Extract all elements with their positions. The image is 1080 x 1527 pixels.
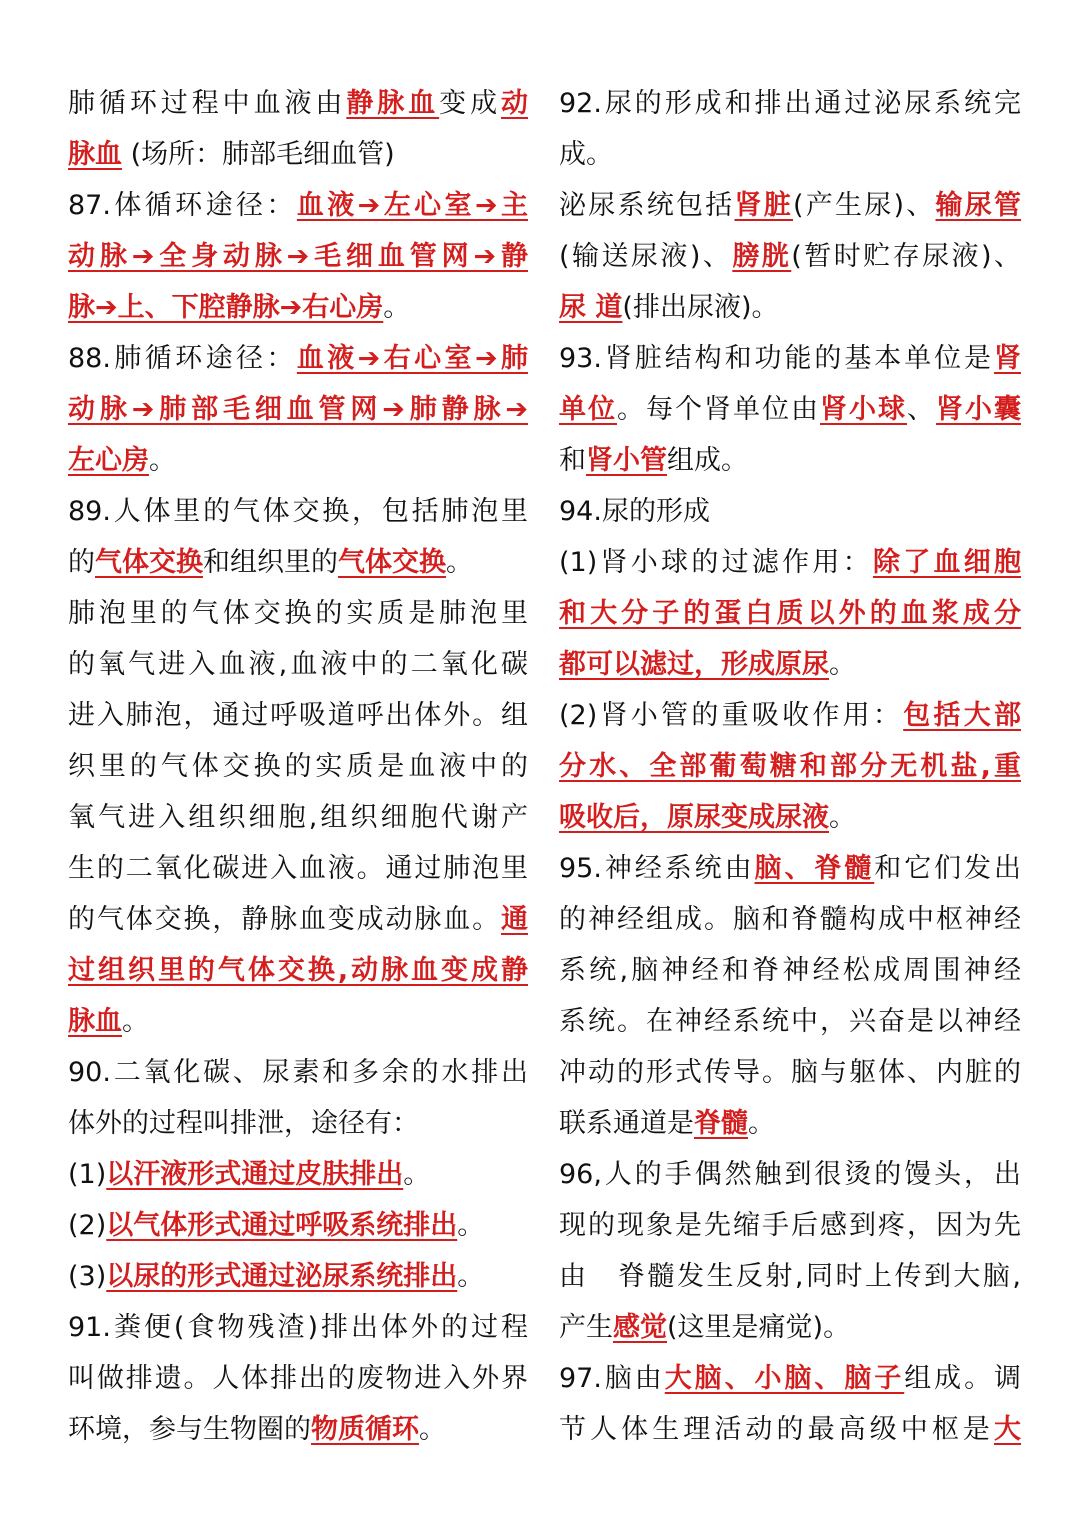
text-span: 叫做排遗。人体排出的废物进入外界 <box>68 1363 528 1394</box>
text-line <box>68 384 528 435</box>
text-span: 泌尿系统包括 <box>559 190 735 221</box>
text-line <box>68 282 528 333</box>
text-line <box>68 1047 528 1098</box>
text-line <box>68 1353 528 1404</box>
text-span: (输送尿液)、 <box>559 241 733 272</box>
text-line <box>559 945 1021 996</box>
text-span: (2)肾小管的重吸收作用： <box>559 700 904 731</box>
highlighted-term: 左心房 <box>68 445 149 476</box>
text-span: 冲动的形式传导。脑与躯体、内脏的 <box>559 1057 1021 1088</box>
highlighted-term: 以汗液形式通过皮肤排出 <box>106 1159 404 1190</box>
text-span: 。 <box>457 1261 485 1292</box>
text-span: 95.神经系统由 <box>559 853 755 884</box>
highlighted-term: 肾脏 <box>734 190 793 221</box>
highlighted-term: 除了血细胞 <box>872 547 1022 578</box>
text-line <box>559 435 1021 486</box>
text-line <box>559 1047 1021 1098</box>
text-span: 。 <box>122 1006 149 1037</box>
highlighted-term: 大脑、小脑、脑子 <box>664 1363 905 1394</box>
highlighted-term: 动 <box>501 88 529 119</box>
left-column <box>68 78 528 1455</box>
text-line <box>68 1404 528 1455</box>
highlighted-term: 肾小囊 <box>936 394 1021 425</box>
text-line <box>68 1200 528 1251</box>
text-span: 的神经组成。脑和脊髓构成中枢神经 <box>559 904 1021 935</box>
highlighted-term: 过组织里的气体交换,动脉血变成静 <box>68 955 528 986</box>
text-line <box>559 690 1021 741</box>
text-line <box>559 129 1021 180</box>
highlighted-term: 输尿管 <box>935 190 1022 221</box>
text-span: 。 <box>383 292 411 323</box>
highlighted-term: 脉血 <box>68 1006 122 1037</box>
text-line <box>559 843 1021 894</box>
text-span: 的气体交换，静脉血变成动脉血。 <box>68 904 501 935</box>
text-span: 由 脊髓发生反射,同时上传到大脑, <box>559 1261 1021 1292</box>
text-span: 89.人体里的气体交换，包括肺泡里 <box>68 496 528 527</box>
text-span: 变成 <box>439 88 502 119</box>
text-line <box>68 435 528 486</box>
text-line <box>559 639 1021 690</box>
highlighted-term: 通 <box>501 904 528 935</box>
text-line <box>559 894 1021 945</box>
text-line <box>559 537 1021 588</box>
text-span: (产生尿)、 <box>792 190 936 221</box>
text-span: 和组织里的 <box>203 547 338 578</box>
text-line <box>559 1251 1021 1302</box>
text-span: 的 <box>68 547 95 578</box>
text-span: 93.肾脏结构和功能的基本单位是 <box>559 343 994 374</box>
text-line <box>559 282 1021 333</box>
text-span: 。 <box>457 1210 485 1241</box>
highlighted-term: 都可以滤过，形成原尿 <box>559 649 829 680</box>
text-span: 现的现象是先缩手后感到疼，因为先 <box>559 1210 1021 1241</box>
highlighted-term: 脉➔上、下腔静脉➔右心房 <box>68 292 384 323</box>
text-span: 肺循环过程中血液由 <box>68 88 347 119</box>
text-span: 。 <box>446 547 473 578</box>
text-line <box>559 1200 1021 1251</box>
text-span: 成。 <box>559 139 613 170</box>
text-line <box>68 945 528 996</box>
highlighted-term: 肾小球 <box>820 394 907 425</box>
text-line <box>559 1098 1021 1149</box>
text-span: 。 <box>149 445 176 476</box>
text-line <box>559 231 1021 282</box>
text-span: 。 <box>403 1159 431 1190</box>
text-line <box>68 1149 528 1200</box>
highlighted-term: 肾 <box>994 343 1021 374</box>
text-line <box>559 1149 1021 1200</box>
text-line <box>68 180 528 231</box>
text-line <box>559 333 1021 384</box>
text-line <box>68 996 528 1047</box>
text-line <box>68 486 528 537</box>
text-line <box>68 231 528 282</box>
text-span: 系统,脑神经和脊神经松成周围神经 <box>559 955 1021 986</box>
highlighted-term: 气体交换 <box>95 547 203 578</box>
text-span: (暂时贮存尿液)、 <box>791 241 1022 272</box>
text-span: 的氧气进入血液,血液中的二氧化碳 <box>68 649 528 680</box>
text-span: 和它们发出 <box>874 853 1021 884</box>
right-column <box>559 78 1021 1455</box>
highlighted-term: 血液➔左心室➔主 <box>296 190 528 221</box>
text-span: (排出尿液)。 <box>622 292 779 323</box>
highlighted-term: 以尿的形式通过泌尿系统排出 <box>106 1261 458 1292</box>
text-line <box>559 486 1021 537</box>
text-span: 、 <box>907 394 936 425</box>
highlighted-term: 静脉血 <box>346 88 440 119</box>
highlighted-term: 尿 道 <box>559 292 623 323</box>
text-span: (场所：肺部毛细血管) <box>122 139 395 170</box>
highlighted-term: 气体交换 <box>338 547 446 578</box>
text-line <box>68 588 528 639</box>
highlighted-term: 肾小管 <box>586 445 667 476</box>
text-line <box>68 1098 528 1149</box>
highlighted-term: 感觉 <box>613 1312 667 1343</box>
text-span: 组成。 <box>667 445 748 476</box>
text-line <box>559 996 1021 1047</box>
text-span: 87.体循环途径： <box>68 190 297 221</box>
highlighted-term: 以气体形式通过呼吸系统排出 <box>106 1210 458 1241</box>
text-line <box>68 792 528 843</box>
text-line <box>559 384 1021 435</box>
text-line <box>559 180 1021 231</box>
text-span: 90.二氧化碳、尿素和多余的水排出 <box>68 1057 528 1088</box>
text-line <box>68 894 528 945</box>
highlighted-term: 物质循环 <box>311 1414 419 1445</box>
highlighted-term: 膀胱 <box>732 241 792 272</box>
text-span: 节人体生理活动的最高级中枢是 <box>559 1414 994 1445</box>
text-span: 环境，参与生物圈的 <box>68 1414 311 1445</box>
highlighted-term: 和大分子的蛋白质以外的血浆成分 <box>559 598 1021 629</box>
text-span: 。每个肾单位由 <box>617 394 820 425</box>
text-line <box>68 1302 528 1353</box>
text-span: 生的二氧化碳进入血液。通过肺泡里 <box>68 853 528 884</box>
text-span: 92.尿的形成和排出通过泌尿系统完 <box>559 88 1021 119</box>
text-span: 。 <box>419 1414 446 1445</box>
highlighted-term: 大 <box>994 1414 1021 1445</box>
text-line <box>68 333 528 384</box>
text-span: (3) <box>68 1261 107 1292</box>
text-line <box>68 78 528 129</box>
text-span: 组成。调 <box>904 1363 1022 1394</box>
text-span: 96,人的手偶然触到很烫的馒头，出 <box>559 1159 1021 1190</box>
text-line <box>559 1302 1021 1353</box>
text-span: (这里是痛觉)。 <box>667 1312 851 1343</box>
text-line <box>68 690 528 741</box>
highlighted-term: 单位 <box>559 394 617 425</box>
text-line <box>68 843 528 894</box>
text-span: 肺泡里的气体交换的实质是肺泡里 <box>68 598 528 629</box>
highlighted-term: 血液➔右心室➔肺 <box>296 343 528 374</box>
text-line <box>68 639 528 690</box>
text-line <box>559 741 1021 792</box>
text-span: 91.粪便(食物残渣)排出体外的过程 <box>68 1312 528 1343</box>
text-span: 进入肺泡，通过呼吸道呼出体外。组 <box>68 700 528 731</box>
text-line <box>68 1251 528 1302</box>
text-span: 系统。在神经系统中，兴奋是以神经 <box>559 1006 1021 1037</box>
text-line <box>559 1353 1021 1404</box>
text-span: (1) <box>68 1159 107 1190</box>
text-span: 织里的气体交换的实质是血液中的 <box>68 751 528 782</box>
text-span: 。 <box>748 1108 775 1139</box>
text-span: 94.尿的形成 <box>559 496 710 527</box>
text-line <box>559 588 1021 639</box>
highlighted-term: 脊髓 <box>694 1108 748 1139</box>
text-span: 和 <box>559 445 586 476</box>
highlighted-term: 动脉➔全身动脉➔毛细血管网➔静 <box>68 241 528 272</box>
text-span: 。 <box>829 802 856 833</box>
highlighted-term: 吸收后，原尿变成尿液 <box>559 802 829 833</box>
text-span: 氧气进入组织细胞,组织细胞代谢产 <box>68 802 528 833</box>
text-span: 产生 <box>559 1312 613 1343</box>
highlighted-term: 脉血 <box>68 139 122 170</box>
highlighted-term: 脑、脊髓 <box>754 853 875 884</box>
text-span: 97.脑由 <box>559 1363 665 1394</box>
text-line <box>559 792 1021 843</box>
highlighted-term: 包括大部 <box>903 700 1022 731</box>
text-line <box>559 1404 1021 1455</box>
highlighted-term: 分水、全部葡萄糖和部分无机盐,重 <box>559 751 1021 782</box>
text-span: 。 <box>829 649 856 680</box>
text-line <box>68 129 528 180</box>
text-span: (2) <box>68 1210 107 1241</box>
text-span: 88.肺循环途径： <box>68 343 297 374</box>
text-span: (1)肾小球的过滤作用： <box>559 547 873 578</box>
text-line <box>68 537 528 588</box>
text-span: 联系通道是 <box>559 1108 694 1139</box>
highlighted-term: 动脉➔肺部毛细血管网➔肺静脉➔ <box>68 394 528 425</box>
text-line <box>68 741 528 792</box>
text-span: 体外的过程叫排泄，途径有： <box>68 1108 419 1139</box>
text-line <box>559 78 1021 129</box>
